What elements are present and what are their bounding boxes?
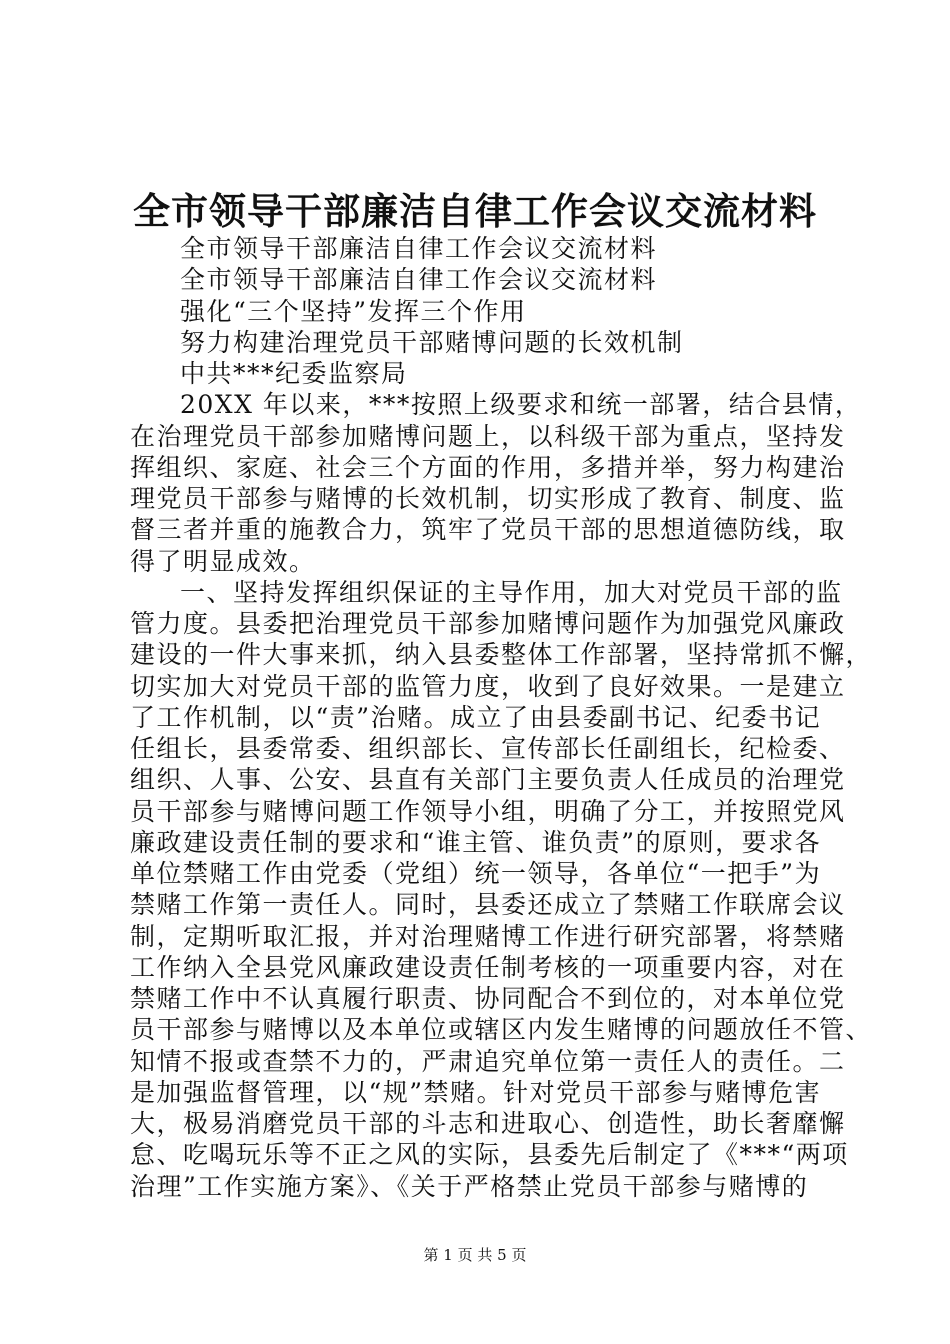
paragraph-line: 20XX 年以来，***按照上级要求和统一部署，结合县情，	[180, 390, 862, 420]
paragraph-line: 廉政建设责任制的要求和“谁主管、谁负责”的原则，要求各	[130, 827, 822, 857]
paragraph-line: 知情不报或查禁不力的，严肃追究单位第一责任人的责任。二	[130, 1046, 846, 1076]
paragraph-line: 工作纳入全县党风廉政建设责任制考核的一项重要内容，对在	[130, 952, 846, 982]
paragraph-line: 禁赌工作第一责任人。同时，县委还成立了禁赌工作联席会议	[130, 890, 846, 920]
heading-line: 努力构建治理党员干部赌博问题的长效机制	[180, 327, 684, 357]
paragraph-line: 是加强监督管理，以“规”禁赌。针对党员干部参与赌博危害	[130, 1077, 822, 1107]
paragraph-line: 制，定期听取汇报，并对治理赌博工作进行研究部署，将禁赌	[130, 921, 846, 951]
paragraph-line: 任组长，县委常委、组织部长、宣传部长任副组长，纪检委、	[130, 734, 846, 763]
paragraph-line: 切实加大对党员干部的监管力度，收到了良好效果。一是建立	[130, 671, 846, 701]
paragraph-line: 员干部参与赌博以及本单位或辖区内发生赌博的问题放任不管、	[130, 1015, 873, 1045]
paragraph-line: 得了明显成效。	[130, 546, 316, 576]
paragraph-line: 督三者并重的施教合力，筑牢了党员干部的思想道德防线，取	[130, 515, 846, 545]
paragraph-line: 了工作机制，以“责”治赌。成立了由县委副书记、纪委书记	[130, 702, 822, 732]
paragraph-line: 怠、吃喝玩乐等不正之风的实际，县委先后制定了《***“两项	[130, 1140, 849, 1170]
paragraph-line: 禁赌工作中不认真履行职责、协同配合不到位的，对本单位党	[130, 984, 846, 1013]
page-number: 第 1 页 共 5 页	[423, 1246, 527, 1264]
paragraph-line: 一、坚持发挥组织保证的主导作用，加大对党员干部的监	[180, 577, 843, 607]
paragraph-line: 大，极易消磨党员干部的斗志和进取心、创造性，助长奢靡懈	[130, 1109, 846, 1138]
paragraph-line: 在治理党员干部参加赌博问题上，以科级干部为重点，坚持发	[130, 421, 846, 451]
heading-line: 强化“三个坚持”发挥三个作用	[180, 296, 527, 326]
paragraph-line: 员干部参与赌博问题工作领导小组，明确了分工，并按照党风	[130, 796, 846, 826]
paragraph-line: 建设的一件大事来抓，纳入县委整体工作部署，坚持常抓不懈，	[130, 640, 873, 670]
subtitle-line: 全市领导干部廉洁自律工作会议交流材料	[180, 234, 658, 263]
paragraph-line: 挥组织、家庭、社会三个方面的作用，多措并举，努力构建治	[130, 452, 846, 482]
subtitle-line: 全市领导干部廉洁自律工作会议交流材料	[180, 265, 658, 295]
document-body	[130, 233, 873, 1202]
paragraph-line: 组织、人事、公安、县直有关部门主要负责人任成员的治理党	[130, 765, 846, 795]
author-line: 中共***纪委监察局	[180, 359, 408, 388]
document-title: 全市领导干部廉洁自律工作会议交流材料	[133, 189, 817, 233]
paragraph-line: 理党员干部参与赌博的长效机制，切实形成了教育、制度、监	[130, 484, 846, 513]
paragraph-line: 治理”工作实施方案》、《关于严格禁止党员干部参与赌博的	[130, 1171, 809, 1201]
paragraph-line: 单位禁赌工作由党委（党组）统一领导，各单位“一把手”为	[130, 859, 822, 888]
paragraph-line: 管力度。县委把治理党员干部参加赌博问题作为加强党风廉政	[130, 609, 846, 638]
